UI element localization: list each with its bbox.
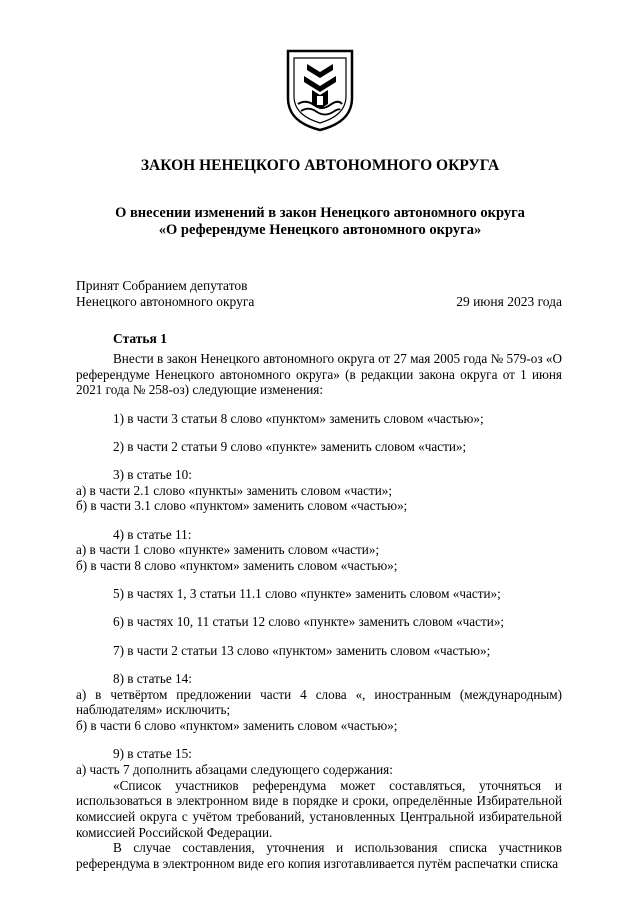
- amendment-subitem: а) часть 7 дополнить абзацами следующего содержания:: [76, 761, 393, 777]
- adoption-block: [76, 278, 562, 310]
- law-subtitle: [60, 205, 580, 239]
- article-heading: Статья 1: [113, 331, 167, 346]
- coat-of-arms-emblem: [284, 48, 356, 132]
- adoption-date: 29 июня 2023 года: [456, 294, 562, 309]
- amendment-subitem: б) в части 8 слово «пунктом» заменить словом «частью»;: [76, 558, 398, 574]
- amendment-item: 8) в статье 14:: [113, 670, 192, 686]
- adoption-row: [76, 278, 562, 294]
- amendment-item: 6) в частях 10, 11 статьи 12 слово «пункте» заменить словом «части»;: [113, 614, 505, 630]
- amendment-item: 5) в частях 1, 3 статьи 11.1 слово «пункте» заменить словом «части»;: [113, 586, 501, 602]
- amendment-item: 9) в статье 15:: [113, 746, 192, 762]
- article-intro: Внести в закон Ненецкого автономного округа от 27 мая 2005 года № 579-оз «О референдуме Ненецкого автономного округа» (в редакции закона округа от 1 июня 2021 года № 258-оз) следующие изменения:: [76, 351, 562, 398]
- amendment-subitem: а) в четвёртом предложении части 4 слова «, иностранным (международным) наблюдателям» исключить;: [76, 686, 562, 718]
- adopted-body-label: Ненецкого автономного округа: [76, 294, 255, 309]
- adoption-row: [76, 294, 562, 310]
- amendment-subitem: а) в части 1 слово «пункте» заменить словом «части»;: [76, 542, 380, 558]
- amendment-item: 7) в части 2 статьи 13 слово «пунктом» заменить словом «частью»;: [113, 642, 491, 658]
- law-title: ЗАКОН НЕНЕЦКОГО АВТОНОМНОГО ОКРУГА: [140, 157, 500, 174]
- article-body: [76, 351, 562, 872]
- amendment-item: 4) в статье 11:: [113, 526, 192, 542]
- adopted-by-label: Принят Собранием депутатов: [76, 278, 248, 293]
- amendment-item: 3) в статье 10:: [113, 467, 192, 483]
- quoted-paragraph: В случае составления, уточнения и использования списка участников референдума в электронном виде его копия изготавливается путём распечатки списка: [76, 840, 562, 872]
- amendment-subitem: б) в части 6 слово «пунктом» заменить словом «частью»;: [76, 717, 398, 733]
- quoted-paragraph: «Список участников референдума может составляться, уточняться и использоваться в электронном виде в порядке и сроки, определённые Избирательной комиссией округа с учётом требований, установленных Центральной избирательной комиссией Российской Федерации.: [76, 777, 562, 840]
- amendment-item: 2) в части 2 статьи 9 слово «пункте» заменить словом «части»;: [113, 438, 467, 454]
- amendment-item: 1) в части 3 статьи 8 слово «пунктом» заменить словом «частью»;: [113, 410, 484, 426]
- subtitle-line: О внесении изменений в закон Ненецкого автономного округа: [115, 205, 525, 221]
- subtitle-line: «О референдуме Ненецкого автономного округа»: [158, 222, 482, 238]
- amendment-subitem: а) в части 2.1 слово «пункты» заменить словом «части»;: [76, 482, 393, 498]
- amendment-subitem: б) в части 3.1 слово «пунктом» заменить словом «частью»;: [76, 498, 408, 514]
